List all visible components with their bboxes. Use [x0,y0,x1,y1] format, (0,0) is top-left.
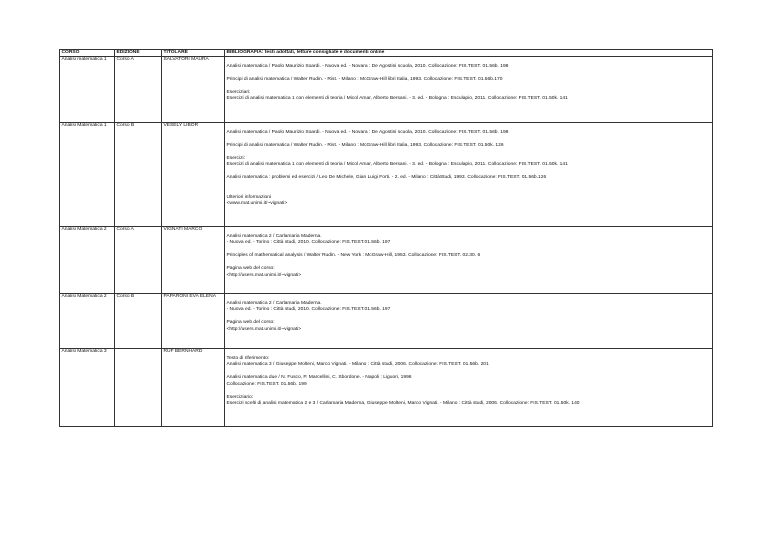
bibliography-cell [225,57,713,123]
bib-entry: Collocazione: FIS.TEST. 01.56b. 199 [226,381,307,387]
bib-entry: Pagina web del corso: [226,266,275,272]
bib-entry: Esercizi di analisi matematica 1 con elementi di teoria / Micol Amar, Alberto Bersani. - 3. ed. - Bologna : Esculapio, 2011. Collocazione: FIS.TEST. 01.50k. 141 [226,96,568,102]
bib-entry: Principles of mathematical analysis / Walter Rudin. - New York : McGraw-Hill, 1953. Collocazione: FIS.TEST. 02.30. 6 [226,253,481,259]
course-edition: Corso A [115,57,162,123]
header-row [60,50,713,57]
course-name: Analisi matematica 1 [60,57,115,123]
course-holder: PAPARONI EVA ELENA [162,294,225,349]
course-edition: Corso A [115,227,162,294]
bibliography-cell [225,123,713,227]
bibliography-table [59,49,713,427]
bib-entry: - Nuova ed. - Torino : Città studi, 2010. Collocazione: FIS.TEST.01.56b. 197 [226,307,391,313]
course-holder: VESELY LIBOR [162,123,225,227]
course-name: Analisi Matematica 2 [60,227,115,294]
bib-link[interactable]: <www.mat.unimi.it/~vignati> [226,201,288,207]
bib-entry: Analisi matematica 2 / Carlamaria Maderna. [226,234,322,239]
table-row [60,294,713,349]
bib-entry: Principi di analisi matematica / Walter Rudin. - Rist. - Milano : McGraw-Hill libri Italia, 1993. Collocazione: FIS.TEST. 01.50k. 126 [226,143,504,148]
bib-entry: Testo di riferimento: [226,356,270,361]
course-holder: RUF BERNHARD [162,349,225,427]
bib-entry: Analisi matematica 3 / Giuseppe Molteni, Marco Vignati. - Milano : Città studi, 2006. Collocazione: FIS.TEST. 01.56b. 201 [226,362,489,368]
bib-entry: Analisi matematica 2 / Carlamaria Maderna. [226,301,322,306]
course-edition: Corso B [115,294,162,349]
bib-link[interactable]: <http://users.mat.unimi.it/~vignati> [226,272,302,278]
bib-entry: Analisi matematica due / N. Fusco, P. Marcellini, C. Sbordone. - Napoli : Liguori, 1996 [226,375,412,381]
table-row [60,349,713,427]
header-titolare: TITOLARE [162,50,225,57]
bibliography-cell [225,349,713,427]
course-name: Analisi Matematica 2 [60,294,115,349]
course-holder: SALVATORI MAURA [162,57,225,123]
bib-entry: Esercizi di analisi matematica 1 con elementi di teoria / Micol Amar, Alberto Bersani. - 3. ed. - Bologna : Esculapio, 2011. Collocazione: FIS.TEST. 01.50k. 141 [226,162,568,168]
bib-entry: - Nuova ed. - Torino : Città studi, 2010. Collocazione: FIS.TEST.01.56b. 197 [226,240,391,246]
bib-entry: Analisi matematica : problemi ed esercizi / Leo De Michele, Gian Luigi Forti. - 2. ed. - Milano : CittàStudi, 1993. Collocazione: FIS.TEST. 01.56b.126 [226,175,547,181]
course-edition: Corso B [115,123,162,227]
course-name: Analisi Matematica 3 [60,349,115,427]
header-edizione: EDIZIONE [115,50,162,57]
bib-entry: Pagina web del corso: [226,320,275,326]
bibliography-cell [225,294,713,349]
bib-entry: Eserciziario: [226,394,254,400]
bib-entry: Esercizi scelti di analisi matematica 2 e 3 / Carlamaria Maderna, Giuseppe Molteni, Marco Vignati. - Milano : Città studi, 2006. Collocazione: FIS.TEST. 01.50k. 140 [226,401,580,407]
bibliography-cell [225,227,713,294]
course-edition [115,349,162,427]
course-name: Analisi Matematica 1 [60,123,115,227]
bib-entry: Eserciziari: [226,90,251,95]
header-bibliografia: BIBLIOGRAFIA: testi adottati, letture consigliate e documenti online [225,50,713,57]
table-row [60,227,713,294]
header-corso: CORSO [60,50,115,57]
bib-link[interactable]: <http://users.mat.unimi.it/~vignati> [226,326,302,332]
table-row [60,57,713,123]
bib-entry: Analisi matematica / Paolo Maurizio Soardi. - Nuova ed. - Novara : De Agostini scuola, 2010. Collocazione: FIS.TEST. 01.56b. 198 [226,130,509,135]
table-row [60,123,713,227]
course-holder: VIGNATI MARCO [162,227,225,294]
bib-entry: Principi di analisi matematica / Walter Rudin. - Rist. - Milano : McGraw-Hill libri Italia, 1993. Collocazione: FIS.TEST. 01.56b.170 [226,77,503,82]
bib-entry: Esercizi: [226,156,245,161]
bib-entry: Analisi matematica / Paolo Maurizio Soardi. - Nuova ed. - Novara : De Agostini scuola, 2010. Collocazione: FIS.TEST. 01.56b. 198 [226,64,509,69]
bib-entry: Ulteriori informazioni [226,194,272,200]
